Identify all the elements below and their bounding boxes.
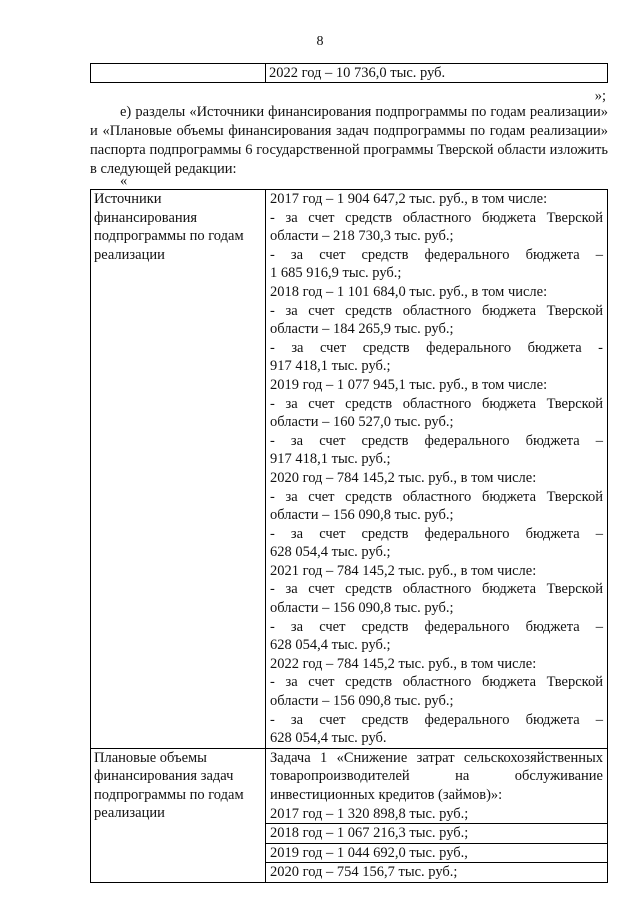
- table-cell-value: 2022 год – 10 736,0 тыс. руб.: [266, 64, 608, 83]
- table-text-line: - за счет средств областного бюджета Тверской: [270, 302, 603, 319]
- table-text-line: 2020 год – 784 145,2 тыс. руб., в том числе:: [270, 469, 537, 486]
- table-text-line: 628 054,4 тыс. руб.;: [270, 544, 391, 561]
- table-text-line: инвестиционных кредитов (займов)»:: [270, 787, 503, 803]
- opening-quote-mark: «: [120, 173, 128, 189]
- page-number: 8: [316, 34, 324, 49]
- table-text-line: 2021 год – 784 145,2 тыс. руб., в том числе:: [270, 562, 537, 579]
- row-content: [266, 190, 608, 749]
- table-text-line: - за счет средств областного бюджета Тверской: [270, 674, 603, 691]
- table-text-line: 2018 год – 1 101 684,0 тыс. руб., в том числе:: [270, 283, 548, 300]
- table-text-line: товаропроизводителей на обслуживание: [270, 768, 603, 785]
- table-text-line: 2017 год – 1 320 898,8 тыс. руб.;: [270, 805, 469, 822]
- previous-table-fragment: [90, 63, 608, 83]
- table-text-line: - за счет средств федерального бюджета –: [270, 525, 603, 542]
- table-text-line: области – 156 090,8 тыс. руб.;: [270, 600, 454, 617]
- table-text-line: области – 156 090,8 тыс. руб.;: [270, 507, 454, 524]
- table-text-line: - за счет средств федерального бюджета –: [270, 711, 603, 728]
- table-text-line: 2019 год – 1 077 945,1 тыс. руб., в том числе:: [270, 376, 548, 393]
- empty-cell: [91, 64, 266, 83]
- table-text-line: - за счет средств федерального бюджета –: [270, 432, 603, 449]
- row-content: [266, 748, 608, 882]
- table-text-line: 2018 год – 1 067 216,3 тыс. руб.;: [266, 823, 607, 843]
- table-text-line: Задача 1 «Снижение затрат сельскохозяйственных: [270, 749, 603, 766]
- table-text-line: - за счет средств федерального бюджета –: [270, 618, 603, 635]
- table-text-line: 1 685 916,9 тыс. руб.;: [270, 265, 402, 282]
- amendment-paragraph: е) разделы «Источники финансирования подпрограммы по годам реализации» и «Плановые объемы финансирования задач подпрограммы по годам реализации» паспорта подпрограммы 6 государственной программы Тверской области изложить в следующей редакции:: [90, 104, 608, 177]
- row-label: Плановые объемы финансирования задач подпрограммы по годам реализации: [91, 748, 266, 882]
- table-text-line: 917 418,1 тыс. руб.;: [270, 451, 391, 468]
- table-text-line: - за счет средств федерального бюджета -: [270, 339, 603, 356]
- table-text-line: области – 156 090,8 тыс. руб.;: [270, 693, 454, 710]
- table-text-line: - за счет средств областного бюджета Тверской: [270, 209, 603, 226]
- table-text-line: 628 054,4 тыс. руб.: [270, 730, 387, 747]
- table-text-line: - за счет средств областного бюджета Тверской: [270, 395, 603, 412]
- closing-quote-mark: »;: [594, 88, 606, 104]
- financing-table: [90, 189, 608, 883]
- table-text-line: области – 184 265,9 тыс. руб.;: [270, 321, 454, 338]
- table-text-line: - за счет средств областного бюджета Тверской: [270, 581, 603, 598]
- table-text-line: - за счет средств федерального бюджета –: [270, 246, 603, 263]
- table-text-line: области – 218 730,3 тыс. руб.;: [270, 228, 454, 245]
- table-text-line: 2022 год – 784 145,2 тыс. руб., в том числе:: [270, 655, 537, 672]
- table-text-line: 2019 год – 1 044 692,0 тыс. руб.,: [266, 843, 607, 863]
- table-text-line: - за счет средств областного бюджета Тверской: [270, 488, 603, 505]
- table-text-line: 2017 год – 1 904 647,2 тыс. руб., в том числе:: [270, 191, 548, 207]
- table-row: [91, 190, 608, 749]
- table-text-line: области – 160 527,0 тыс. руб.;: [270, 414, 454, 431]
- row-label: Источники финансирования подпрограммы по годам реализации: [91, 190, 266, 749]
- table-text-line: 2020 год – 754 156,7 тыс. руб.;: [266, 862, 607, 882]
- table-text-line: 628 054,4 тыс. руб.;: [270, 637, 391, 654]
- table-text-line: 917 418,1 тыс. руб.;: [270, 358, 391, 375]
- table-row: [91, 748, 608, 882]
